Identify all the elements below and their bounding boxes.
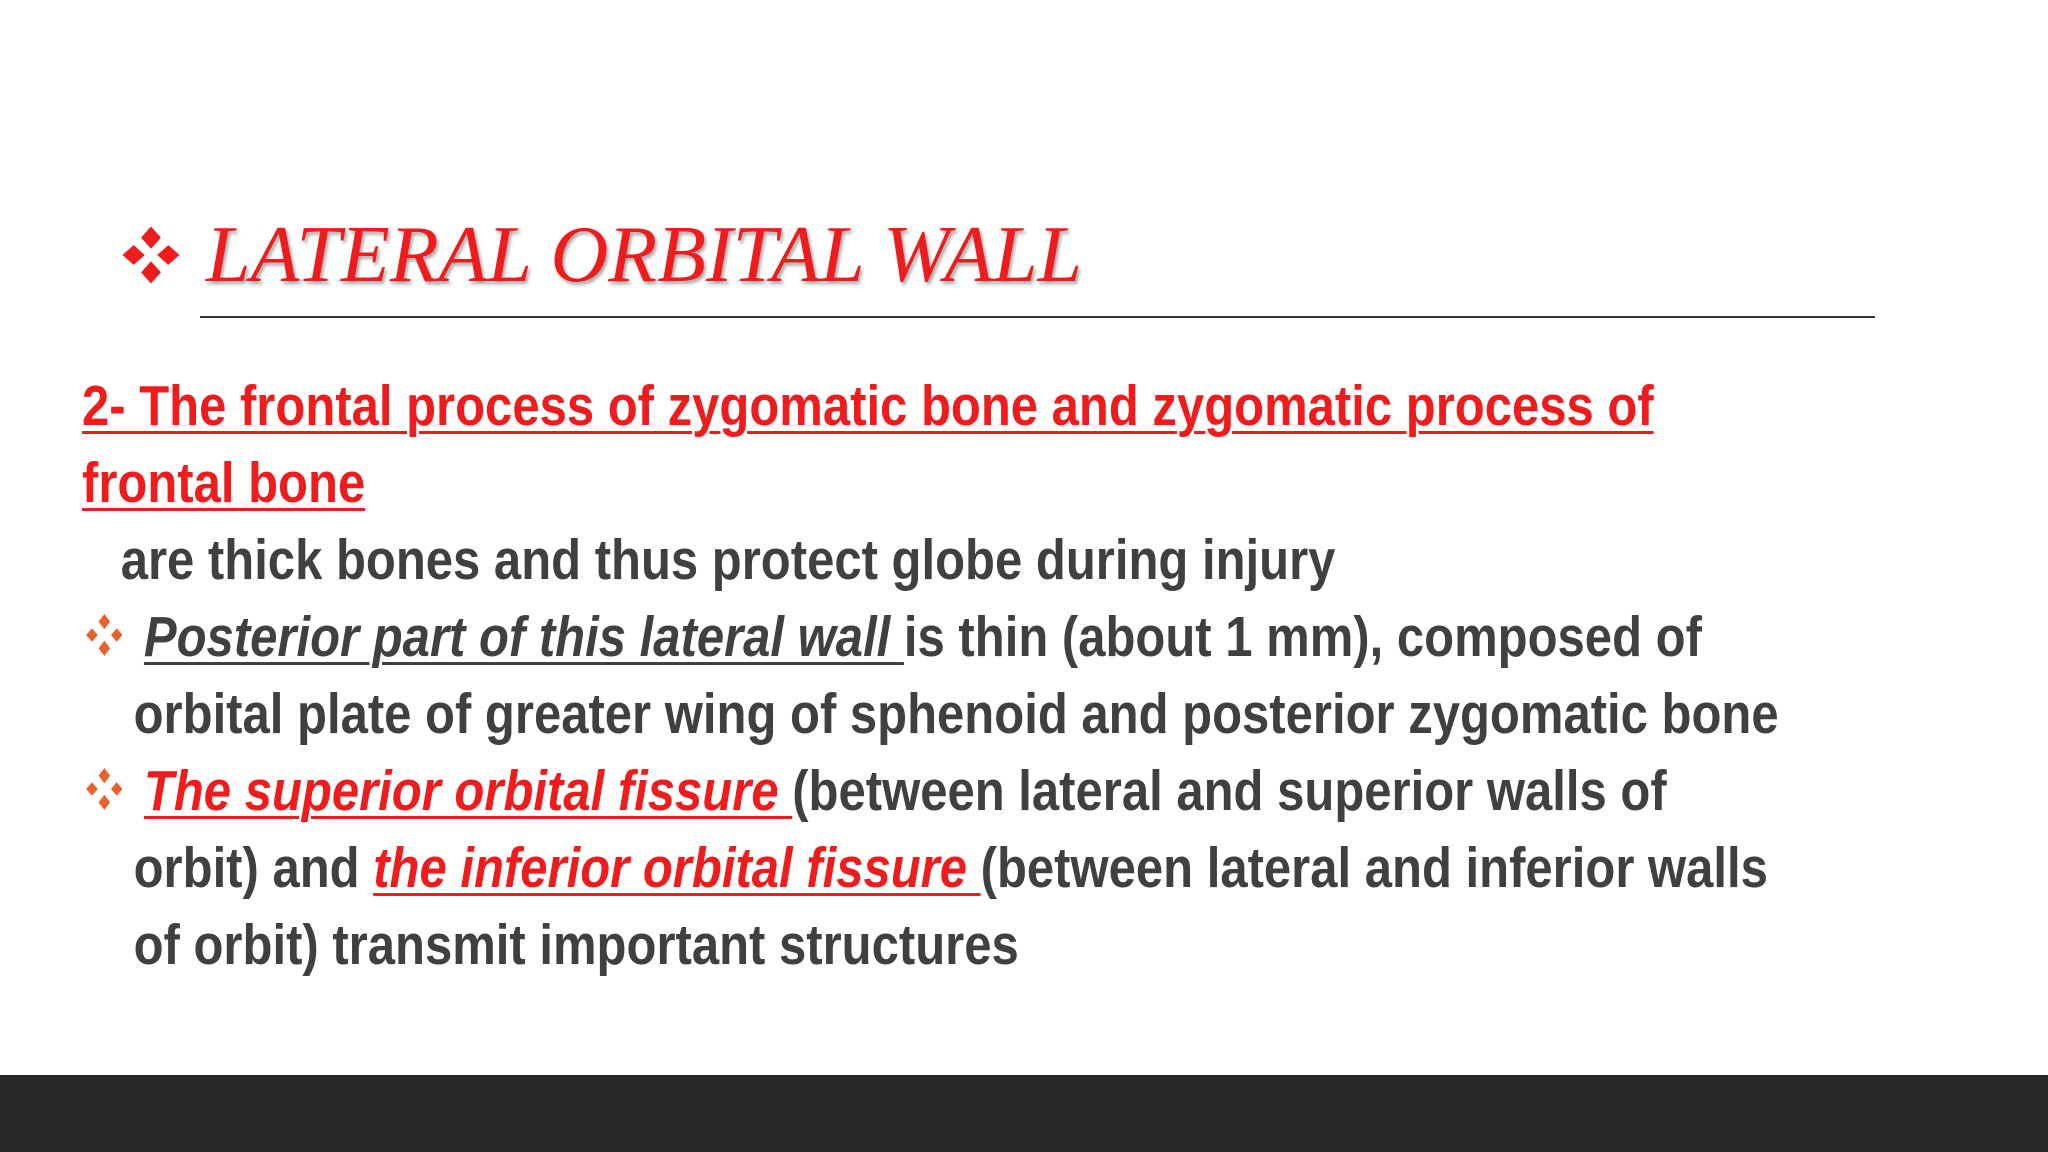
intro-text: are thick bones and thus protect globe during injury — [120, 528, 1336, 592]
heading-line-1: 2- The frontal process of zygomatic bone and zygomatic process of — [82, 374, 1654, 438]
bullet-2-emphasis-1: The superior orbital fissure — [143, 759, 793, 823]
bullet-2-continuation-2: of orbit) transmit important structures — [133, 913, 1019, 977]
bullet-1-emphasis: Posterior part of this lateral wall — [143, 605, 904, 669]
heading-line-2-text: frontal bone — [82, 451, 366, 515]
four-diamond-icon — [84, 613, 125, 657]
title-divider — [200, 316, 1875, 318]
bullet-item-2 — [82, 753, 1716, 830]
bullet-1-text: is thin (about 1 mm), composed of — [903, 605, 1702, 669]
bullet-2-continuation-1 — [82, 830, 1768, 907]
title-text: LATERAL ORBITAL WALL — [206, 210, 1083, 299]
bullet-2-text-3: (between lateral and inferior walls — [980, 836, 1768, 900]
bullet-2-text-2: orbit) and — [133, 836, 374, 900]
footer-bar — [0, 1075, 2048, 1152]
slide-body — [82, 368, 1779, 984]
four-diamond-icon — [120, 224, 182, 286]
heading-line-2 — [82, 445, 1716, 522]
bullet-item-1 — [82, 599, 1716, 676]
bullet-2-text-1: (between lateral and superior walls of — [792, 759, 1667, 823]
bullet-1-continuation: orbital plate of greater wing of sphenoid and posterior zygomatic bone — [133, 682, 1779, 746]
slide-title — [120, 205, 1082, 305]
bullet-2-emphasis-2: the inferior orbital fissure — [373, 836, 981, 900]
four-diamond-icon — [84, 767, 125, 811]
